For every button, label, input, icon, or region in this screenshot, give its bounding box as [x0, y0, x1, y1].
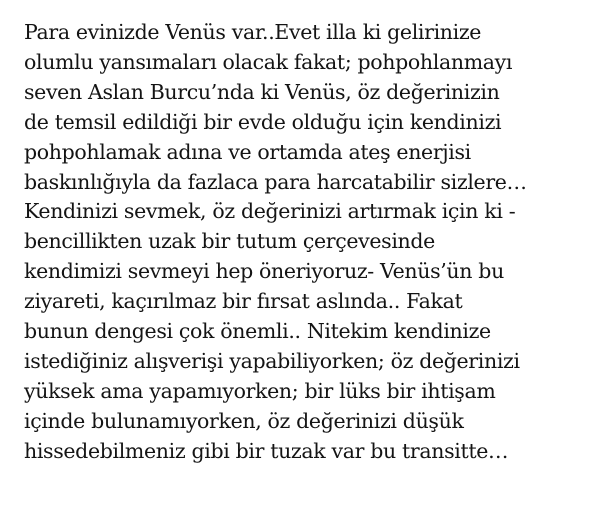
- paragraph-line-2: olumlu yansımaları olacak fakat; pohpohlanmayı: [24, 49, 513, 74]
- paragraph-line-14: içinde bulunamıyorken, öz değerinizi düşük: [24, 408, 464, 433]
- paragraph-line-4: de temsil edildiği bir evde olduğu için kendinizi: [24, 109, 502, 134]
- paragraph-line-3: seven Aslan Burcu’nda ki Venüs, öz değerinizin: [24, 79, 500, 104]
- body-paragraph: [24, 18, 609, 467]
- paragraph-line-7: Kendinizi sevmek, öz değerinizi artırmak için ki -: [24, 199, 516, 224]
- paragraph-line-10: ziyareti, kaçırılmaz bir fırsat aslında.. Fakat: [24, 289, 463, 314]
- paragraph-line-13: yüksek ama yapamıyorken; bir lüks bir ihtişam: [24, 378, 496, 403]
- paragraph-line-1: Para evinizde Venüs var..Evet illa ki gelirinize: [24, 20, 482, 44]
- paragraph-line-9: kendimizi sevmeyi hep öneriyoruz- Venüs’ün bu: [24, 259, 504, 284]
- paragraph-line-11: bunun dengesi çok önemli.. Nitekim kendinize: [24, 319, 491, 344]
- paragraph-line-8: bencillikten uzak bir tutum çerçevesinde: [24, 229, 435, 254]
- paragraph-line-12: istediğiniz alışverişi yapabiliyorken; öz değerinizi: [24, 348, 520, 373]
- paragraph-line-6: baskınlığıyla da fazlaca para harcatabilir sizlere…: [24, 169, 527, 194]
- paragraph-line-5: pohpohlamak adına ve ortamda ateş enerjisi: [24, 139, 471, 164]
- paragraph-line-15: hissedebilmeniz gibi bir tuzak var bu transitte…: [24, 438, 509, 463]
